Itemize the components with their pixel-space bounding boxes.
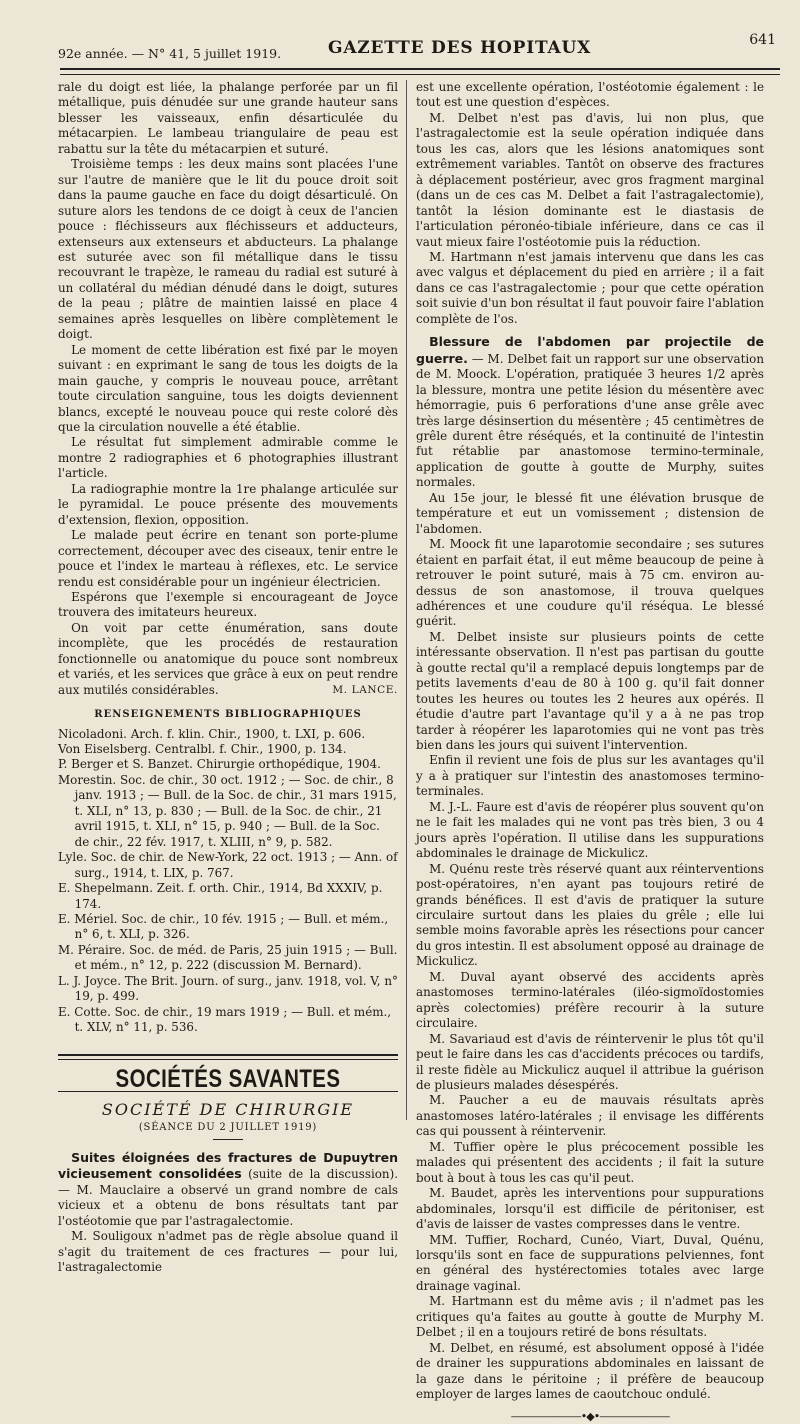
paragraph-text: (suite de la discussion). — M. Mauclaire a observé un grand nombre de cals vicieux et a obtenu de bons résultats tant par l'ostéotomie que par l'astragalectomie.	[58, 1167, 398, 1228]
paragraph: M. Delbet insiste sur plusieurs points de cette intéressante observation. Il n'est pas partisan du goutte à goutte rectal qu'il a remplacé depuis longtemps par de petits lavements d'eau de 80 à 100 g. qu'il fait donner toutes les heures ou toutes les 2 heures aux opérés. Il étudie d'autre part l'avantage qu'il y a à ne pas trop tarder à réopérer les laparotomies qui ne vont pas très bien dans les jours qui suivent l'intervention.	[416, 629, 764, 753]
reference-item: E. Cotte. Soc. de chir., 19 mars 1919 ; — Bull. et mém., t. XLV, n° 11, p. 536.	[58, 1004, 392, 1035]
paragraph: Au 15e jour, le blessé fit une élévation brusque de température et eut un vomissement ; distension de l'abdomen.	[416, 490, 764, 536]
section-rule	[58, 1054, 398, 1060]
paragraph: M. Hartmann est du même avis ; il n'admet pas les critiques qu'a faites au goutte à goutte de Murphy M. Delbet ; il en a toujours retiré de bons résultats.	[416, 1294, 764, 1340]
page-number: 641	[749, 32, 776, 48]
reference-item: L. J. Joyce. The Brit. Journ. of surg., janv. 1918, vol. V, n° 19, p. 499.	[58, 973, 398, 1004]
article-heading: Blessure de l'abdomen par projectile de guerre.	[416, 334, 764, 366]
column-divider	[406, 80, 407, 1120]
society-name: SOCIÉTÉ DE CHIRURGIE	[101, 1100, 355, 1120]
spacer	[416, 327, 764, 334]
short-rule	[213, 1139, 243, 1140]
paragraph: Le résultat fut simplement admirable comme le montre 2 radiographies et 6 photographies illustrant l'article.	[58, 435, 398, 481]
reference-item: M. Péraire. Soc. de méd. de Paris, 25 juin 1915 ; — Bull. et mém., n° 12, p. 222 (discussion M. Bernard).	[58, 942, 398, 973]
paragraph-text: On voit par cette énumération, sans doute incomplète, que les procédés de restauration fonctionnelle ou anatomique du pouce sont nombreux et variés, et les services que grâce à eux on peut rendre aux mutilés considérables.	[58, 620, 398, 697]
right-column	[416, 80, 764, 1424]
reference-item: Nicoladoni. Arch. f. klin. Chir., 1900, t. LXI, p. 606.	[58, 726, 366, 741]
paragraph: Troisième temps : les deux mains sont placées l'une sur l'autre de manière que le lit du pouce droit soit dans la paume gauche en face du doigt désarticulé. On suture alors les tendons de ce doigt à ceux de l'ancien pouce : fléchisseurs aux fléchisseurs et adducteurs, extenseurs aux extenseurs et abducteurs. La phalange est suturée avec son fil métallique dans le tissu recouvrant le trapèze, le rameau du radial est suturé à un collatéral du médian dénudé dans le doigt, sutures de la peau ; plâtre de maintien laissé en place 4 semaines après lesquelles on libère complètement le doigt.	[58, 157, 398, 342]
paragraph	[58, 1150, 398, 1229]
reference-item: Lyle. Soc. de chir. de New-York, 22 oct. 1913 ; — Ann. of surg., 1914, t. LIX, p. 767.	[58, 850, 398, 880]
paragraph: est une excellente opération, l'ostéotomie également : le tout est une question d'espèces.	[416, 80, 764, 110]
paragraph: M. Duval ayant observé des accidents après anastomoses termino-latérales (iléo-sigmoïdostomies après colectomies) préfère recourir à la suture circulaire.	[416, 969, 764, 1031]
paragraph: M. J.-L. Faure est d'avis de réopérer plus souvent qu'on ne le fait les malades qui ne vont pas très bien, 3 ou 4 jours après l'opération. Il utilise dans les suppurations abdominales le drainage de Mickulicz.	[416, 799, 764, 861]
paragraph: La radiographie montre la 1re phalange articulée sur le pyramidal. Le pouce présente des mouvements d'extension, flexion, opposition.	[58, 481, 398, 527]
paragraph	[58, 621, 398, 698]
paragraph: M. Paucher a eu de mauvais résultats après anastomoses latéro-latérales ; il envisage les différents cas qui poussent à réintervenir.	[416, 1093, 764, 1139]
paragraph: M. Quénu reste très réservé quant aux réinterventions post-opératoires, n'en ayant pas toujours retiré de grands bénéfices. Il est d'avis de pratiquer la suture circulaire surtout dans les plaies du grêle ; elle lui semble moins favorable après les résections pour cancer du gros intestin. Il est absolument opposé au drainage de Mickulicz.	[416, 861, 764, 969]
paragraph: M. Baudet, après les interventions pour suppurations abdominales, lorsqu'il est difficile de péritoniser, est d'avis de laisser de vastes compresses dans le ventre.	[416, 1186, 764, 1232]
paragraph: MM. Tuffier, Rochard, Cunéo, Viart, Duval, Quénu, lorsqu'ils sont en face de suppurations pelviennes, font en général des hystérectomies totales avec large drainage vaginal.	[416, 1232, 764, 1293]
reference-item: Morestin. Soc. de chir., 30 oct. 1912 ; — Soc. de chir., 8 janv. 1913 ; — Bull. de la Soc. de chir., 31 mars 1915, t. XLI, n° 13, p. 830 ; — Bull. de la Soc. de chir., 21 avril 1915, t. XLI, n° 15, p. 940 ; — Bull. de la Soc. de chir., 22 fév. 1917, t. XLIII, n° 9, p. 582.	[58, 772, 397, 849]
left-column	[58, 80, 398, 1276]
reference-item: Von Eiselsberg. Centralbl. f. Chir., 1900, p. 134.	[58, 742, 347, 757]
article-heading: Suites éloignées des fractures de Dupuytren vicieusement consolidées	[58, 1150, 398, 1182]
paragraph: Le malade peut écrire en tenant son porte-plume correctement, découper avec des ciseaux, tenir entre le pouce et l'index le marteau à réflexes, etc. Le service rendu est considérable pour un ingénieur électricien.	[58, 528, 398, 589]
paragraph	[416, 334, 764, 491]
paragraph: M. Delbet n'est pas d'avis, lui non plus, que l'astragalectomie est la seule opération indiquée dans tous les cas, alors que les lésions anatomiques sont extrêmement variables. Tantôt on observe des fractures à déplacement postérieur, avec gros fragment marginal (dans un de ces cas M. Delbet a fait l'astragalectomie), tantôt la lésion dominante est le diastasis de l'articulation péronéo-tibiale inférieure, dans ce cas il vaut mieux faire l'ostéotomie puis la réduction.	[416, 110, 764, 249]
page-header	[58, 30, 782, 66]
reference-item: E. Mériel. Soc. de chir., 10 fév. 1915 ; — Bull. et mém., n° 6, t. XLI, p. 326.	[58, 912, 389, 942]
header-rule-thin	[60, 74, 780, 75]
paragraph: M. Delbet, en résumé, est absolument opposé à l'idée de drainer les suppurations abdominales en laissant de la gaze dans le péritoine ; il préfère de beaucoup employer de larges lames de caoutchouc ondulé.	[416, 1340, 764, 1402]
paragraph: M. Moock fit une laparotomie secondaire ; ses sutures étaient en parfait état, il eut même beaucoup de peine à retrouver le point suturé, mais à 75 cm. environ au-dessus de son anastomose, il trouva quelques adhérences et une coudure qu'il réséqua. Le blessé guérit.	[416, 537, 764, 629]
reference-item: E. Shepelmann. Zeit. f. orth. Chir., 1914, Bd XXXIV, p. 174.	[58, 881, 383, 911]
paragraph: M. Hartmann n'est jamais intervenu que dans les cas avec valgus et déplacement du pied en arrière ; il a fait dans ce cas l'astragalectomie ; pour que cette opération soit suivie d'un bon résultat il faut pouvoir faire l'ablation complète de l'os.	[416, 249, 764, 326]
paragraph: M. Souligoux n'admet pas de règle absolue quand il s'agit du traitement de ces fractures — pour lui, l'astragalectomie	[58, 1229, 398, 1275]
author-signature: M. LANCE.	[332, 683, 398, 696]
paragraph: Enfin il revient une fois de plus sur les avantages qu'il y a à pratiquer sur l'intestin des anastomoses termino-terminales.	[416, 753, 764, 799]
end-ornament: ———————•◆•———————	[510, 1409, 670, 1423]
reference-item: P. Berger et S. Banzet. Chirurgie orthopédique, 1904.	[58, 757, 381, 772]
journal-title: GAZETTE DES HOPITAUX	[328, 38, 592, 58]
paragraph: Espérons que l'exemple si encourageant de Joyce trouvera des imitateurs heureux.	[58, 589, 398, 620]
paragraph: Le moment de cette libération est fixé par le moyen suivant : en exprimant le sang de tous les doigts de la main gauche, y compris le nouveau pouce, arrêtant toute circulation sanguine, tous les doigts deviennent blancs, excepté le nouveau pouce qui reste coloré dès que la circulation nouvelle a été établie.	[58, 342, 398, 434]
header-rule	[60, 68, 780, 70]
paragraph: M. Savariaud est d'avis de réintervenir le plus tôt qu'il peut le faire dans les cas d'accidents précoces ou tardifs, il reste fidèle au Mickulicz auquel il attribue la guérison de plusieurs malades désespérés.	[416, 1031, 764, 1092]
session-date: (SÉANCE DU 2 JUILLET 1919)	[138, 1121, 318, 1133]
paragraph: rale du doigt est liée, la phalange perforée par un fil métallique, puis dénudée sur une grande hauteur sans blesser les vaisseaux, enfin désarticulée du métacarpien. Le lambeau triangulaire de peau est rabattu sur la tête du métacarpien et suturé.	[58, 80, 398, 156]
paragraph-text: — M. Delbet fait un rapport sur une observation de M. Moock. L'opération, pratiquée 3 heures 1/2 après la blessure, montra une petite lésion du mésentère avec hémorragie, puis 6 perforations d'une anse grêle avec très large désinsertion du mésentère ; 45 centimètres de grêle durent être réséqués, et la continuité de l'intestin fut rétablie par anastomose termino-terminale, application de goutte à goutte de Murphy, suites normales.	[416, 351, 764, 490]
section-title: SOCIÉTÉS SAVANTES	[115, 1064, 341, 1093]
paragraph: M. Tuffier opère le plus précocement possible les malades qui présentent des accidents ; il fait la suture bout à bout à tous les cas qu'il peut.	[416, 1139, 764, 1185]
bibliography-title: RENSEIGNEMENTS BIBLIOGRAPHIQUES	[94, 709, 362, 721]
issue-line: 92e année. — N° 41, 5 juillet 1919.	[58, 46, 282, 61]
